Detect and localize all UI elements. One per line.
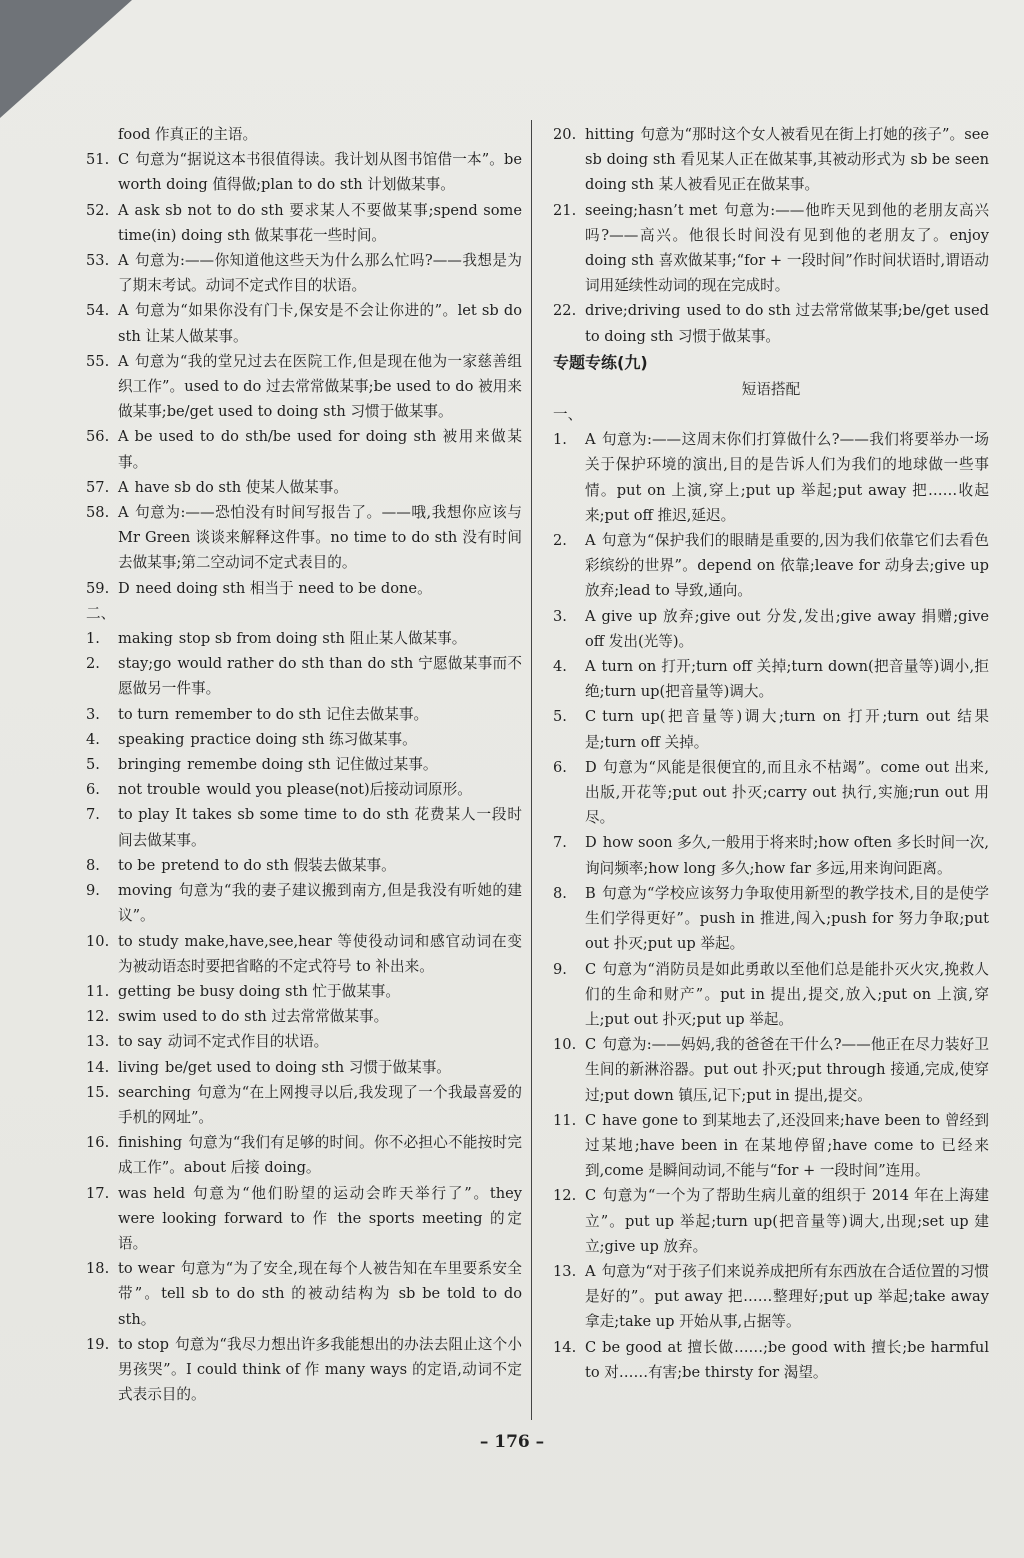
item-number: 3.	[553, 607, 567, 625]
item-number: 5.	[86, 756, 100, 774]
item-explanation: 句意为“据说这本书很值得读。我计划从图书馆借一本”。be worth doing 值得做;plan to do sth 计划做某事。	[118, 151, 522, 194]
item-explanation: 句意为:——他昨天见到他的老朋友高兴吗?——高兴。他很长时间没有见到他的老朋友了。enjoy doing sth 喜欢做某事;“for + 一段时间”作时间状语时,谓语动词用延续性动词的现在完成时。	[585, 201, 990, 295]
item-explanation: have gone to 到某地去了,还没回来;have been to 曾经到过某地;have been in 在某地停留;have come to 已经来到,come 是瞬间动词,不能与“for + 一段时间”连用。	[585, 1111, 989, 1180]
item-explanation: stop sb from doing sth 阻止某人做某事。	[178, 630, 467, 648]
left-items-a	[86, 147, 522, 601]
item-explanation: 句意为“我们有足够的时间。你不必担心不能按时完成工作”。about 后接 doing。	[118, 1134, 522, 1177]
item-explanation: how soon 多久,一般用于将来时;how often 多长时间一次,询问频率;how long 多久;how far 多远,用来询问距离。	[585, 834, 989, 877]
item-explanation: 句意为:——你知道他这些天为什么那么忙吗?——我想是为了期末考试。动词不定式作目的状语。	[118, 252, 522, 295]
item-number: 14.	[553, 1338, 577, 1356]
item-number: 8.	[553, 884, 567, 902]
item-answer: finishing	[118, 1134, 183, 1152]
scanned-corner-fold	[0, 0, 132, 118]
item-answer: C	[585, 960, 597, 978]
item-answer: A	[585, 658, 596, 676]
item-answer: A	[585, 532, 596, 550]
item-explanation: turn on 打开;turn off 关掉;turn down(把音量等)调小,拒绝;turn up(把音量等)调大。	[585, 658, 989, 701]
lead-text: food 作真正的主语。	[118, 126, 258, 143]
item-answer: hitting	[585, 126, 635, 143]
item-number: 5.	[553, 708, 567, 726]
item-answer: searching	[118, 1083, 191, 1101]
item-number: 55.	[86, 352, 110, 370]
item-number: 9.	[553, 960, 567, 978]
item-explanation: 句意为“我的堂兄过去在医院工作,但是现在他为一家慈善组织工作”。used to do 过去常常做某事;be used to do 被用来做某事;be/get used to doing sth 习惯于做某事。	[118, 352, 522, 421]
item-answer: A	[585, 607, 596, 625]
item-answer: to turn	[118, 705, 169, 723]
item-explanation: 句意为“对于孩子们来说养成把所有东西放在合适位置的习惯是好的”。put away 把……整理好;put up 举起;take away 拿走;take up 开始从事,占据等。	[585, 1262, 989, 1331]
item-number: 13.	[86, 1033, 110, 1051]
item-answer: living	[118, 1058, 159, 1076]
answer-item	[86, 349, 522, 425]
item-answer: to say	[118, 1033, 162, 1051]
answer-item	[553, 881, 989, 957]
item-answer: moving	[118, 882, 173, 900]
answer-item	[86, 878, 522, 928]
item-explanation: 句意为“他们盼望的运动会昨天举行了”。they were looking forward to 作 the sports meeting 的定语。	[118, 1184, 522, 1252]
item-number: 51.	[86, 151, 110, 169]
item-explanation: 句意为“保护我们的眼睛是重要的,因为我们依靠它们去看色彩缤纷的世界”。depend on 依靠;leave for 动身去;give up 放弃;lead to 导致,通向。	[585, 532, 989, 600]
item-answer: to be	[118, 856, 156, 874]
item-number: 1.	[86, 630, 100, 648]
item-answer: bringing	[118, 756, 182, 774]
item-answer: not trouble	[118, 781, 201, 799]
item-number: 2.	[86, 655, 100, 673]
answer-item	[86, 979, 522, 1004]
item-number: 6.	[553, 758, 567, 776]
answer-item	[86, 1055, 522, 1080]
item-answer: swim	[118, 1008, 157, 1026]
answer-item	[86, 929, 522, 979]
item-answer: A	[118, 428, 129, 446]
item-explanation: would you please(not)后接动词原形。	[206, 781, 472, 799]
answer-item	[86, 777, 522, 802]
item-number: 4.	[553, 658, 567, 676]
item-answer: A	[118, 201, 129, 219]
left-items-b	[86, 626, 522, 1407]
item-explanation: be good at 擅长做……;be good with 擅长;be harmful to 对……有害;be thirsty for 渴望。	[585, 1338, 989, 1381]
item-answer: C	[585, 1187, 597, 1205]
item-number: 11.	[553, 1111, 577, 1129]
section-heading: 专题专练(九)	[553, 352, 648, 372]
item-number: 8.	[86, 856, 100, 874]
item-number: 19.	[86, 1335, 110, 1353]
item-explanation: give up 放弃;give out 分发,发出;give away 捐赠;give off 发出(光等)。	[585, 607, 989, 650]
item-answer: was held	[118, 1184, 186, 1202]
item-answer: A	[118, 252, 129, 270]
item-answer: C	[585, 708, 597, 726]
item-answer: B	[585, 884, 596, 902]
answer-item	[553, 198, 989, 299]
item-number: 57.	[86, 478, 110, 496]
item-explanation: 句意为:——妈妈,我的爸爸在干什么?——他正在尽力装好卫生间的新淋浴器。put out 扑灭;put through 接通,完成,使穿过;put down 镇压,记下;put in 提出,提交。	[585, 1036, 989, 1104]
column-divider	[531, 120, 532, 1420]
item-number: 22.	[553, 302, 577, 320]
item-explanation: practice doing sth 练习做某事。	[190, 730, 417, 748]
answer-item	[553, 528, 989, 604]
answer-item	[86, 651, 522, 701]
answer-item	[86, 1080, 522, 1130]
answer-item	[553, 1032, 989, 1108]
section-subheading: 短语搭配	[741, 380, 801, 398]
answer-item	[553, 604, 989, 654]
answer-item	[553, 830, 989, 880]
answer-item	[86, 1004, 522, 1029]
item-explanation: ask sb not to do sth 要求某人不要做某事;spend some time(in) doing sth 做某事花一些时间。	[118, 201, 522, 244]
item-explanation: pretend to do sth 假装去做某事。	[161, 856, 396, 874]
item-answer: speaking	[118, 730, 185, 748]
item-explanation: 句意为“为了安全,现在每个人被告知在车里要系安全带”。tell sb to do sth 的被动结构为 sb be told to do sth。	[118, 1260, 522, 1328]
answer-item	[553, 1108, 989, 1184]
item-answer: to wear	[118, 1260, 175, 1278]
item-answer: A	[585, 1262, 596, 1280]
answer-item	[553, 704, 989, 754]
item-explanation: 句意为:——这周末你们打算做什么?——我们将要举办一场关于保护环境的演出,目的是告诉人们为我们的地球做一些事情。put on 上演,穿上;put up 举起;put away 把……收起来;put off 推迟,延迟。	[585, 431, 989, 524]
answer-item	[86, 298, 522, 348]
item-explanation: 句意为“我的妻子建议搬到南方,但是我没有听她的建议”。	[118, 882, 522, 925]
right-column	[553, 122, 989, 1385]
item-number: 7.	[553, 834, 567, 852]
item-answer: seeing;hasn’t met	[585, 201, 718, 219]
answer-item	[86, 576, 522, 601]
answer-item	[86, 702, 522, 727]
item-answer: C	[585, 1036, 597, 1054]
item-number: 4.	[86, 730, 100, 748]
item-explanation: 句意为“学校应该努力争取使用新型的教学技术,目的是使学生们学得更好”。push in 推进,闯入;push for 努力争取;put out 扑灭;put up 举起。	[585, 884, 989, 953]
item-answer: getting	[118, 982, 172, 1000]
answer-item	[553, 122, 989, 198]
item-answer: A	[118, 504, 129, 522]
answer-item	[86, 424, 522, 474]
item-explanation: 句意为“一个为了帮助生病儿童的组织于 2014 年在上海建立”。put up 举起;turn up(把音量等)调大,出现;set up 建立;give up 放弃。	[585, 1187, 989, 1255]
answer-item	[86, 752, 522, 777]
answer-item	[86, 626, 522, 651]
item-number: 54.	[86, 302, 110, 320]
section-one-label: 一、	[553, 406, 583, 424]
answer-item	[86, 1181, 522, 1257]
item-number: 52.	[86, 201, 110, 219]
item-answer: to study	[118, 932, 179, 950]
item-number: 7.	[86, 806, 100, 824]
item-answer: C	[585, 1338, 597, 1356]
item-explanation: remember to do sth 记住去做某事。	[174, 705, 429, 723]
item-explanation: be used to do sth/be used for doing sth 被用来做某事。	[118, 428, 522, 471]
answer-item	[86, 475, 522, 500]
item-explanation: 句意为“那时这个女人被看见在街上打她的孩子”。see sb doing sth 看见某人正在做某事,其被动形式为 sb be seen doing sth 某人被看见正在做某事。	[585, 126, 989, 194]
item-answer: drive;driving	[585, 302, 681, 320]
item-number: 9.	[86, 882, 100, 900]
item-answer: C	[585, 1111, 597, 1129]
item-number: 3.	[86, 705, 100, 723]
item-explanation: used to do sth 过去常常做某事;be/get used to doing sth 习惯于做某事。	[585, 302, 989, 345]
item-explanation: 句意为“我尽力想出许多我能想出的办法去阻止这个小男孩哭”。I could think of 作 many ways 的定语,动词不定式表示目的。	[118, 1335, 522, 1404]
answer-item	[553, 1335, 989, 1385]
left-column	[86, 122, 522, 1407]
right-items-a	[553, 122, 989, 349]
item-answer: D	[585, 758, 597, 776]
answer-item	[553, 654, 989, 704]
item-number: 12.	[553, 1187, 577, 1205]
answer-item	[86, 853, 522, 878]
item-number: 18.	[86, 1260, 110, 1278]
item-explanation: be busy doing sth 忙于做某事。	[177, 982, 400, 1000]
item-explanation: would rather do sth than do sth 宁愿做某事而不愿做另一件事。	[118, 655, 522, 698]
item-number: 56.	[86, 428, 110, 446]
item-answer: stay;go	[118, 655, 172, 673]
item-explanation: used to do sth 过去常常做某事。	[162, 1008, 389, 1026]
item-number: 21.	[553, 201, 577, 219]
item-answer: making	[118, 630, 173, 648]
item-number: 10.	[553, 1036, 577, 1054]
item-answer: A	[118, 478, 129, 496]
item-answer: A	[118, 352, 129, 370]
item-explanation: need doing sth 相当于 need to be done。	[135, 579, 432, 597]
item-number: 16.	[86, 1134, 110, 1152]
item-explanation: 句意为:——恐怕没有时间写报告了。——哦,我想你应该与 Mr Green 谈谈来解释这件事。no time to do sth 没有时间去做某事;第二空动词不定式表目的。	[118, 504, 522, 572]
item-explanation: 句意为“消防员是如此勇敢以至他们总是能扑灭火灾,挽救人们的生命和财产”。put in 提出,提交,放入;put on 上演,穿上;put out 扑灭;put up 举起。	[585, 960, 989, 1028]
item-explanation: 动词不定式作目的状语。	[167, 1033, 329, 1051]
answer-item	[86, 198, 522, 248]
item-explanation: It takes sb some time to do sth 花费某人一段时间去做某事。	[118, 806, 522, 849]
answer-item	[86, 802, 522, 852]
answer-item	[553, 957, 989, 1033]
answer-item	[86, 1332, 522, 1408]
item-answer: to play	[118, 806, 170, 824]
page-number: – 176 –	[479, 1432, 545, 1452]
item-number: 1.	[553, 431, 567, 449]
item-number: 11.	[86, 982, 110, 1000]
item-explanation: turn up(把音量等)调大;turn on 打开;turn out 结果是;turn off 关掉。	[585, 708, 989, 751]
item-explanation: make,have,see,hear 等使役动词和感官动词在变为被动语态时要把省略的不定式符号 to 补出来。	[118, 932, 522, 975]
answer-item	[553, 1183, 989, 1259]
item-number: 6.	[86, 781, 100, 799]
item-number: 10.	[86, 932, 110, 950]
item-explanation: be/get used to doing sth 习惯于做某事。	[165, 1058, 451, 1076]
answer-item	[86, 727, 522, 752]
item-number: 14.	[86, 1058, 110, 1076]
item-number: 13.	[553, 1262, 577, 1280]
item-number: 12.	[86, 1008, 110, 1026]
answer-item	[553, 1259, 989, 1335]
answer-item	[553, 298, 989, 348]
answer-item	[86, 1029, 522, 1054]
item-number: 59.	[86, 579, 110, 597]
answer-item	[553, 755, 989, 831]
item-answer: D	[585, 834, 597, 852]
item-answer: D	[118, 579, 130, 597]
item-number: 2.	[553, 532, 567, 550]
item-number: 20.	[553, 126, 577, 143]
item-number: 17.	[86, 1184, 110, 1202]
item-explanation: 句意为“如果你没有门卡,保安是不会让你进的”。let sb do sth 让某人做某事。	[118, 302, 522, 345]
answer-item	[86, 147, 522, 197]
answer-item	[86, 1130, 522, 1180]
right-items-b	[553, 427, 989, 1385]
item-explanation: 句意为“风能是很便宜的,而且永不枯竭”。come out 出来,出版,开花等;put out 扑灭;carry out 执行,实施;run out 用尽。	[585, 758, 989, 827]
item-explanation: 句意为“在上网搜寻以后,我发现了一个我最喜爱的手机的网址”。	[118, 1083, 522, 1126]
item-number: 58.	[86, 504, 110, 522]
item-explanation: have sb do sth 使某人做某事。	[134, 478, 348, 496]
answer-item	[553, 427, 989, 528]
answer-item	[86, 1256, 522, 1332]
answer-item	[86, 500, 522, 576]
answer-item	[86, 248, 522, 298]
item-answer: A	[585, 431, 596, 449]
item-number: 53.	[86, 252, 110, 270]
item-explanation: remembe doing sth 记住做过某事。	[187, 756, 438, 774]
item-answer: A	[118, 302, 129, 320]
item-number: 15.	[86, 1083, 110, 1101]
item-answer: C	[118, 151, 130, 169]
item-answer: to stop	[118, 1335, 169, 1353]
section-two-label: 二、	[86, 604, 116, 622]
